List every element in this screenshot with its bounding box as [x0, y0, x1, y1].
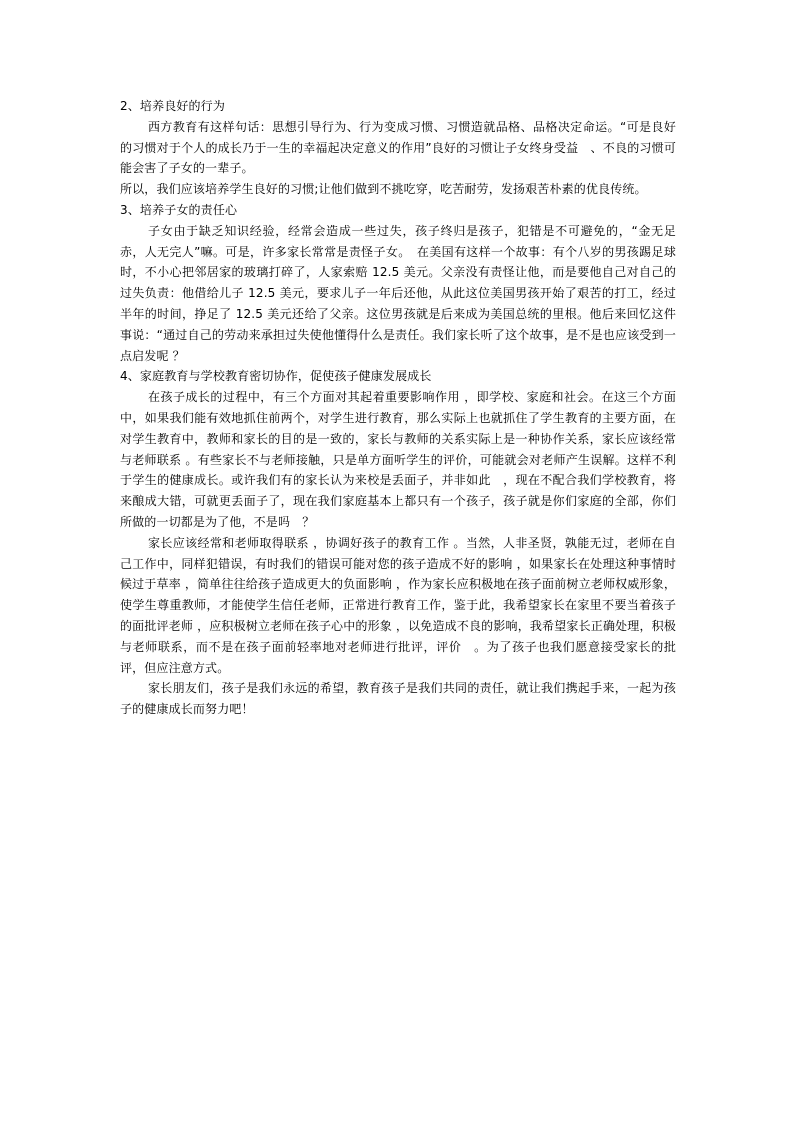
- section-heading-responsibility: 3、培养子女的责任心: [120, 202, 238, 217]
- section-heading-behavior: 2、培养良好的行为: [120, 99, 225, 113]
- paragraph-closing: 家长朋友们，孩子是我们永远的希望，教育孩子是我们共同的责任，就让我们携起手来，一起为孩子的健康成长而努力吧！: [120, 681, 676, 717]
- section-heading-home-school: 4、家庭教育与学校教育密切协作，促使孩子健康发展成长: [120, 369, 432, 384]
- document-page: [120, 96, 676, 720]
- paragraph-good-habits: 所以，我们应该培养学生良好的习惯;让他们做到不挑吃穿，吃苦耐劳，发扬艰苦朴素的优良传统。: [120, 182, 647, 197]
- paragraph-western-education: 西方教育有这样句话：思想引导行为、行为变成习惯、习惯造就品格、品格决定命运。“可是良好的习惯对于个人的成长乃于一生的幸福起决定意义的作用”良好的习惯让子女终身受益 、不良的习惯可能会害了子女的一辈子。: [120, 119, 676, 176]
- paragraph-three-influences: 在孩子成长的过程中，有三个方面对其起着重要影响作用 ，即学校、家庭和社会。在这三个方面中，如果我们能有效地抓住前两个，对学生进行教育，那么实际上也就抓住了学生教育的主要方面，在对学生教育中，教师和家长的目的是一致的，家长与教师的关系实际上是一种协作关系，家长应该经常与老师联系 。有些家长不与老师接触，只是单方面听学生的评价，可能就会对老师产生误解。这样不利于学生的健康成长。或许我们有的家长认为来校是丢面子，并非如此 ，现在不配合我们学校教育，将来酿成大错，可就更丢面子了，现在我们家庭基本上都只有一个孩子，孩子就是你们家庭的全部，你们所做的一切都是为了他，不是吗 ？: [120, 390, 676, 529]
- paragraph-contact-teachers: 家长应该经常和老师取得联系 ，协调好孩子的教育工作 。当然，人非圣贤，孰能无过，老师在自己工作中，同样犯错误，有时我们的错误可能对您的孩子造成不好的影响 ，如果家长在处理这种事情时候过于草率 ，简单往往给孩子造成更大的负面影响 ，作为家长应积极地在孩子面前树立老师权威形象，使学生尊重教师，才能使学生信任老师，正常进行教育工作，鉴于此，我希望家长在家里不要当着孩子的面批评老师 ，应积极树立老师在孩子心中的形象 ，以免造成不良的影响，我希望家长正确处理，积极与老师联系，而不是在孩子面前轻率地对老师进行批评，评价 。为了孩子也我们愿意接受家长的批评，但应注意方式。: [120, 535, 676, 675]
- paragraph-reagan-story: 子女由于缺乏知识经验，经常会造成一些过失，孩子终归是孩子，犯错是不可避免的，“金无足赤，人无完人”嘛。可是，许多家长常常是责怪子女。 在美国有这样一个故事：有个八岁的男孩踢足球时，不小心把邻居家的玻璃打碎了，人家索赔 12.5 美元。父亲没有责怪让他，而是要他自己对自己的过失负责：他借给儿子 12.5 美元，要求儿子一年后还他，从此这位美国男孩开始了艰苦的打工，经过半年的时间，挣足了 12.5 美元还给了父亲。这位男孩就是后来成为美国总统的里根。他后来回忆这件事说：“通过自己的劳动来承担过失使他懂得什么是责任。我们家长听了这个故事，是不是也应该受到一点启发呢 ？: [120, 223, 676, 363]
